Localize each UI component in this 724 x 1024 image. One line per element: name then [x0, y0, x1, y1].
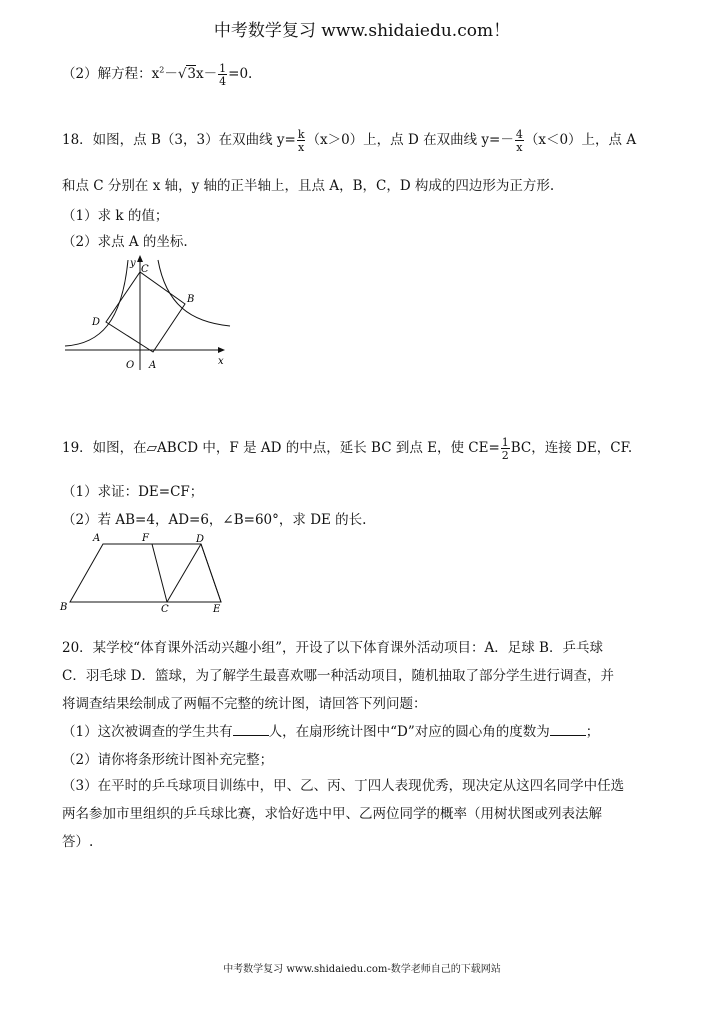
q20-blank-2 — [550, 723, 586, 736]
q18-figure — [60, 252, 235, 377]
q17-x: x — [196, 66, 204, 82]
q17-minus: － — [164, 66, 178, 82]
q17-sqrt-radicand: 3 — [187, 66, 197, 82]
q18-fraction-k: $\frac{k}{x}$ — [297, 127, 305, 154]
q18-part2: （2）求点 A 的坐标. — [62, 234, 188, 250]
label-y: y — [130, 258, 136, 269]
q17-part2 — [62, 62, 252, 87]
q20-part1: （1）这次被调查的学生共有 人，在扇形统计图中“D”对应的圆心角的度数为 ； — [62, 724, 600, 740]
square-abcd — [106, 272, 185, 352]
q20-line3: 将调查结果绘制成了两幅不完整的统计图，请回答下列问题： — [62, 696, 427, 712]
segment-dc — [167, 544, 201, 602]
label-d: D — [92, 317, 101, 328]
label-d: D — [196, 534, 205, 545]
segment-cf — [152, 544, 167, 602]
label-c: C — [141, 264, 149, 275]
q19-figure — [55, 528, 235, 614]
q20-line1: 20．某学校“体育课外活动兴趣小组”，开设了以下体育课外活动项目：A．足球 B．乒乓球 — [62, 640, 603, 656]
segment-de — [201, 544, 221, 602]
q18-line1: 18．如图，点 B（3，3）在双曲线 y= $\frac{k}{x}$ （x＞0）上，点 D 在双曲线 y=－ $\frac{4}{x}$ （x＜0）上，点 A — [62, 127, 637, 154]
q17-x-squared: x — [151, 66, 160, 82]
q18-part1: （1）求 k 的值； — [62, 208, 169, 224]
page-header: 中考数学复习 www.shidaiedu.com！ — [213, 21, 511, 41]
page-footer: 中考数学复习 www.shidaiedu.com-数学老师自己的下载网站 — [223, 964, 501, 975]
q18-fraction-4: $\frac{4}{x}$ — [515, 127, 523, 154]
label-f: F — [142, 533, 149, 544]
q20-part2: （2）请你将条形统计图补充完整； — [62, 752, 274, 768]
q19-fraction: $\frac{1}{2}$ — [501, 435, 509, 462]
label-b: B — [60, 602, 68, 613]
label-b: B — [187, 294, 195, 305]
q20-part3-line2: 两名参加市里组织的乒乓球比赛，求恰好选中甲、乙两位同学的概率（用树状图或列表法解 — [62, 806, 602, 822]
x-axis-arrow — [218, 347, 225, 353]
q17-part2-prefix: （2）解方程： — [62, 66, 152, 82]
parallelogram-abcd — [70, 544, 221, 602]
label-o: O — [126, 360, 135, 371]
q20-part3-line1: （3）在平时的乒乓球项目训练中，甲、乙、丙、丁四人表现优秀，现决定从这四名同学中任选 — [62, 778, 625, 794]
label-x: x — [218, 356, 224, 367]
q17-exponent: 2 — [159, 65, 165, 75]
q17-minus-2: － — [203, 66, 218, 82]
q19-part1: （1）求证：DE=CF； — [62, 484, 204, 500]
q19-part2: （2）若 AB=4，AD=6，∠B=60°，求 DE 的长. — [62, 512, 367, 528]
label-a: A — [93, 533, 101, 544]
label-a: A — [149, 360, 157, 371]
q20-part3-line3: 答）. — [62, 834, 94, 850]
q17-tail: =0. — [228, 66, 253, 82]
q18-line2: 和点 C 分别在 x 轴，y 轴的正半轴上，且点 A，B，C，D 构成的四边形为正方形. — [62, 178, 555, 194]
q17-fraction: $\frac{1}{4}$ — [219, 61, 227, 88]
q20-line2: C．羽毛球 D．篮球，为了解学生最喜欢哪一种活动项目，随机抽取了部分学生进行调查，并 — [62, 668, 614, 684]
label-c: C — [161, 604, 169, 614]
q19-line1: 19．如图，在▱ABCD 中，F 是 AD 的中点，延长 BC 到点 E，使 CE= $\frac{1}{2}$ BC，连接 DE，CF. — [62, 435, 633, 462]
label-e: E — [213, 604, 221, 614]
y-axis-arrow — [137, 255, 143, 262]
q20-blank-1 — [233, 723, 269, 736]
q17-sqrt-sign: √ — [177, 66, 187, 82]
